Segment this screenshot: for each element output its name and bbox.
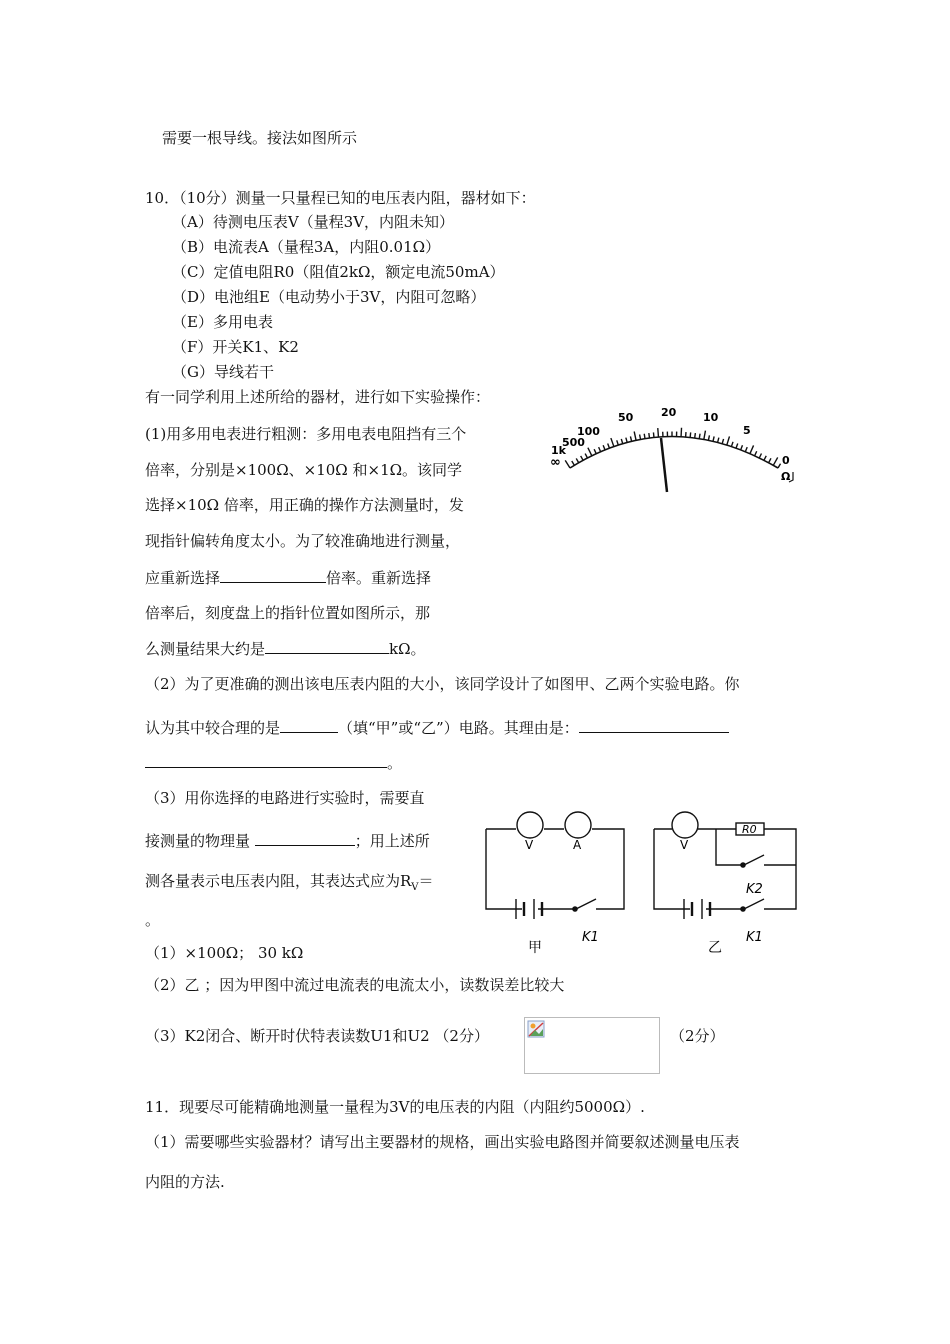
dial-tick [759, 453, 761, 457]
circuit-yi-k1-label: K1 [746, 930, 763, 945]
dial-tick [611, 438, 614, 446]
q10-part1-line6: 倍率后，刻度盘上的指针位置如图所示，那 [145, 604, 431, 622]
q10-part3-line3 [145, 871, 434, 898]
dial-tick [626, 438, 627, 443]
q10-item-g: （G）导线若干 [172, 363, 274, 381]
broken-image-icon [527, 1020, 545, 1038]
dial-unit: Ω [781, 470, 791, 483]
circuit-yi-r0-label: R0 [742, 823, 757, 836]
answer-blank-circuit[interactable] [280, 717, 338, 733]
q10-header: 10．（10分）测量一只量程已知的电压表内阻，器材如下： [145, 189, 536, 207]
q10-part3-sub: V [411, 882, 419, 893]
q10-item-b: （B）电流表A（量程3A，内阻0.01Ω） [172, 238, 441, 256]
q10-part2-pre: 认为其中较合理的是 [145, 719, 281, 737]
circuit-jia-k1-label: K1 [582, 930, 599, 945]
q10-part1-a-post: 倍率。重新选择 [326, 569, 432, 587]
answer-blank-reason-2[interactable] [145, 752, 387, 768]
circuit-yi-k2-pivot [740, 862, 746, 868]
dial-tick [581, 456, 583, 460]
q10-item-c: （C）定值电阻R0（阻值2kΩ，额定电流50mA） [172, 263, 505, 281]
q10-part1-line2: 倍率，分别是×100Ω、×10Ω 和×1Ω。该同学 [145, 461, 463, 479]
dial-tick [704, 431, 706, 440]
dial-tick [572, 461, 575, 465]
circuit-yi-v-label: V [680, 838, 689, 852]
q10-item-a: （A）待测电压表V（量程3V，内阻未知） [172, 213, 455, 231]
q10-part1-a-pre: 应重新选择 [145, 569, 221, 587]
circuit-yi-k2-label: K2 [746, 882, 763, 897]
dial-tick [699, 434, 700, 439]
circuit-jia-switch-pivot [572, 906, 578, 912]
dial-tick [640, 435, 641, 440]
circuit-jia-ammeter [565, 812, 591, 838]
dial-tick [653, 432, 654, 437]
answer-blank-multiplier[interactable] [220, 567, 326, 583]
q10-intro: 有一同学利用上述所给的器材，进行如下实验操作： [145, 388, 491, 406]
dial-tick [576, 458, 578, 462]
q10-part3-eq: ＝ [418, 872, 434, 890]
ohmmeter-dial [540, 400, 810, 500]
q10-part2-line1: （2）为了更准确的测出该电压表内阻的大小，该同学设计了如图甲、乙两个实验电路。你 [145, 675, 740, 693]
circuit-yi-switch-k1 [744, 899, 764, 909]
q11-part1-line2: 内阻的方法. [145, 1173, 225, 1191]
dial-tick [658, 428, 659, 437]
q10-part1-line5 [145, 567, 431, 588]
dial-tick [731, 442, 733, 447]
dial-tick [769, 458, 771, 462]
dial-tick [617, 440, 619, 445]
dial-tick [603, 445, 605, 450]
dial-tick [565, 460, 570, 468]
circuit-jia-wires [486, 829, 624, 909]
intro-line: 需要一根导线。接法如图所示 [162, 129, 358, 147]
answer-blank-reason-1[interactable] [579, 717, 729, 733]
dial-tick [708, 435, 709, 440]
dial-label-100: 100 [577, 425, 600, 438]
q10-part1-line1: (1)用多用电表进行粗测：多用电表电阻挡有三个 [145, 425, 467, 443]
q10-part3-line2 [145, 830, 430, 851]
q10-part3-line4: 。 [145, 911, 161, 929]
dial-label-0: 0 [782, 454, 790, 467]
q11-header: 11．现要尽可能精确地测量一量程为3V的电压表的内阻（内阻约5000Ω）. [145, 1098, 645, 1116]
q10-part3-post: ；用上述所 [354, 832, 430, 850]
q10-item-d: （D）电池组E（电动势小于3V，内阻可忽略） [172, 288, 486, 306]
q10-part3-expr: 测各量表示电压表内阻，其表达式应为R [145, 872, 412, 890]
dial-tick [764, 456, 766, 460]
q10-part1-line4: 现指针偏转角度太小。为了较准确地进行测量， [145, 532, 461, 550]
dial-tick [718, 438, 719, 443]
dial-tick [621, 439, 622, 444]
q10-part2-mid: （填“甲”或“乙”）电路。其理由是： [338, 719, 579, 737]
dial-tick [634, 432, 636, 441]
dial-tick [727, 436, 730, 445]
q10-part2-line2 [145, 717, 729, 738]
circuit-jia [478, 805, 638, 955]
dial-tick [778, 464, 781, 468]
dial-tick [755, 451, 757, 456]
dial-tick [695, 433, 696, 438]
circuit-yi-k1-pivot [740, 906, 746, 912]
dial-tick [690, 432, 691, 437]
q10-part1-c-pre: 么测量结果大约是 [145, 640, 266, 658]
dial-pointer [661, 438, 667, 492]
q10-part2-line3 [145, 752, 402, 773]
q11-part1-line1: （1）需要哪些实验器材？请写出主要器材的规格，画出实验电路图并简要叙述测量电压表 [145, 1133, 740, 1151]
dial-label-20: 20 [661, 406, 677, 419]
dial-tick [599, 447, 601, 452]
q10-part1-line3: 选择×10Ω 倍率，用正确的操作方法测量时，发 [145, 496, 464, 514]
dial-tick [741, 445, 743, 450]
dial-tick [644, 434, 645, 439]
circuit-yi-wires [654, 829, 796, 909]
circuit-yi-voltmeter [672, 812, 698, 838]
circuit-jia-a-label: A [573, 838, 582, 852]
dial-arc [570, 437, 778, 469]
q10-part1-c-post: kΩ。 [389, 640, 426, 658]
dial-label-5: 5 [743, 424, 751, 437]
dial-tick [745, 447, 747, 452]
dial-label-1k: 1k [551, 444, 566, 457]
dial-tick [736, 443, 738, 448]
dial-tick [630, 436, 631, 441]
q10-part2-post: 。 [387, 754, 403, 772]
q10-part3-line1: （3）用你选择的电路进行实验时，需要直 [145, 789, 425, 807]
formula-image-placeholder [524, 1017, 660, 1074]
dial-tick [750, 445, 754, 453]
dial-label-50: 50 [618, 411, 634, 424]
dial-label-inf: ∞ [550, 455, 561, 470]
q10-part1-line7 [145, 638, 426, 659]
dial-tick [773, 457, 777, 465]
dial-tick [594, 449, 596, 454]
circuit-yi [646, 805, 806, 955]
circuit-jia-voltmeter [517, 812, 543, 838]
q10-answer-3: （3）K2闭合、断开时伏特表读数U1和U2 （2分） [145, 1027, 489, 1045]
dial-tick [722, 439, 723, 444]
circuit-jia-v-label: V [525, 838, 534, 852]
dial-tick [608, 443, 610, 448]
dial-tick [713, 436, 714, 441]
dial-label-500: 500 [562, 436, 585, 449]
q10-answer-3-score: （2分） [670, 1027, 725, 1045]
answer-blank-quantity[interactable] [255, 830, 355, 846]
q10-item-f: （F）开关K1、K2 [172, 338, 299, 356]
dial-tick [585, 454, 587, 458]
q10-answer-2: （2）乙 ；因为甲图中流过电流表的电流太小，读数误差比较大 [145, 976, 565, 994]
circuit-jia-switch [576, 899, 596, 909]
q10-part3-pre: 接测量的物理量 [145, 832, 251, 850]
circuit-yi-caption: 乙 [708, 940, 722, 955]
answer-blank-result[interactable] [265, 638, 389, 654]
dial-tick [649, 433, 650, 438]
dial-label-10: 10 [703, 411, 719, 424]
circuit-yi-switch-k2 [744, 855, 764, 865]
dial-tick [588, 448, 592, 456]
q10-answer-1: （1）×100Ω； 30 kΩ [145, 944, 304, 962]
circuit-jia-caption: 甲 [528, 940, 542, 955]
q10-item-e: （E）多用电表 [172, 313, 273, 331]
